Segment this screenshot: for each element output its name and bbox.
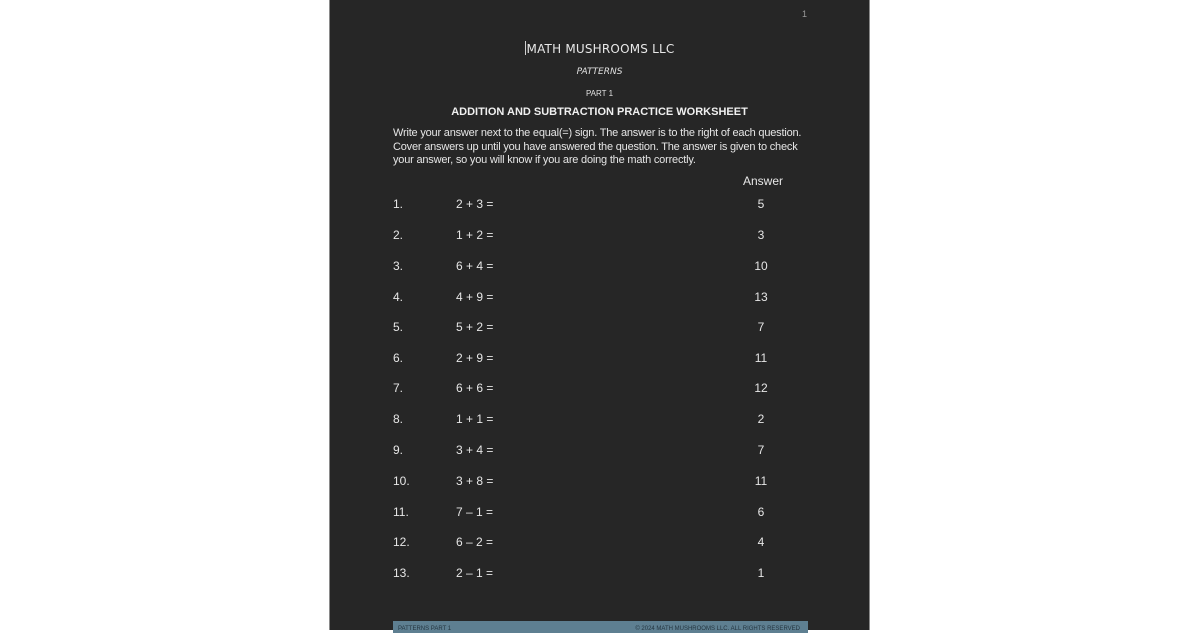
problem-question: 6 + 6 = bbox=[456, 381, 494, 395]
text-cursor bbox=[525, 41, 526, 55]
problem-answer: 11 bbox=[754, 351, 768, 365]
problem-question: 5 + 2 = bbox=[456, 320, 494, 334]
problem-row bbox=[330, 320, 869, 340]
problem-number: 6. bbox=[393, 351, 404, 365]
problem-row bbox=[330, 505, 869, 525]
instructions-paragraph: Write your answer next to the equal(=) sign. The answer is to the right of each question. Cover answers up until you have answered the question. The answer is given to check your answer, so you will know if you are doing the math correctly. bbox=[393, 127, 802, 166]
problem-question: 7 – 1 = bbox=[456, 505, 494, 519]
company-heading[interactable] bbox=[330, 41, 869, 56]
problem-number: 9. bbox=[393, 443, 404, 457]
problem-number: 12. bbox=[393, 535, 410, 549]
problem-number: 4. bbox=[393, 290, 404, 304]
problem-number: 7. bbox=[393, 381, 404, 395]
page-number: 1 bbox=[802, 9, 808, 19]
problem-number: 8. bbox=[393, 412, 404, 426]
problem-row bbox=[330, 290, 869, 310]
footer-copyright: © 2024 MATH MUSHROOMS LLC. ALL RIGHTS RESERVED bbox=[635, 626, 800, 632]
problem-answer: 7 bbox=[757, 320, 765, 334]
problem-row bbox=[330, 351, 869, 371]
page-footer bbox=[393, 621, 808, 633]
problem-number: 1. bbox=[393, 197, 404, 211]
problem-number: 2. bbox=[393, 228, 404, 242]
problem-question: 6 + 4 = bbox=[456, 259, 494, 273]
problem-answer: 2 bbox=[757, 412, 765, 426]
problem-answer: 11 bbox=[754, 474, 768, 488]
problem-answer: 7 bbox=[757, 443, 765, 457]
answer-column-header: Answer bbox=[743, 174, 784, 188]
problem-number: 11. bbox=[393, 505, 409, 519]
footer-left-text: PATTERNS PART 1 bbox=[398, 626, 452, 632]
problem-answer: 13 bbox=[754, 290, 768, 304]
problem-row bbox=[330, 443, 869, 463]
problem-answer: 3 bbox=[757, 228, 765, 242]
problem-number: 3. bbox=[393, 259, 404, 273]
problem-question: 1 + 2 = bbox=[456, 228, 494, 242]
company-name: MATH MUSHROOMS LLC bbox=[526, 42, 675, 56]
problem-row bbox=[330, 197, 869, 217]
problem-question: 3 + 4 = bbox=[456, 443, 494, 457]
problem-answer: 10 bbox=[754, 259, 768, 273]
problem-question: 4 + 9 = bbox=[456, 290, 494, 304]
problem-number: 13. bbox=[393, 566, 410, 580]
problem-number: 10. bbox=[393, 474, 410, 488]
problem-question: 2 – 1 = bbox=[456, 566, 494, 580]
problem-answer: 4 bbox=[757, 535, 765, 549]
problem-row bbox=[330, 259, 869, 279]
problem-row bbox=[330, 474, 869, 494]
document-page bbox=[329, 0, 870, 630]
problem-row bbox=[330, 535, 869, 555]
problem-row bbox=[330, 412, 869, 432]
problem-row bbox=[330, 228, 869, 248]
problem-row bbox=[330, 566, 869, 586]
document-part: PART 1 bbox=[585, 89, 614, 98]
problem-question: 2 + 9 = bbox=[456, 351, 494, 365]
problem-answer: 12 bbox=[754, 381, 768, 395]
problem-answer: 5 bbox=[757, 197, 765, 211]
problem-question: 3 + 8 = bbox=[456, 474, 494, 488]
problem-question: 2 + 3 = bbox=[456, 197, 494, 211]
problem-answer: 1 bbox=[757, 566, 765, 580]
problem-question: 6 – 2 = bbox=[456, 535, 494, 549]
problem-question: 1 + 1 = bbox=[456, 412, 494, 426]
problem-answer: 6 bbox=[757, 505, 765, 519]
document-subtitle: PATTERNS bbox=[576, 67, 623, 77]
worksheet-title: ADDITION AND SUBTRACTION PRACTICE WORKSHEET bbox=[451, 106, 748, 118]
problem-number: 5. bbox=[393, 320, 404, 334]
problem-row bbox=[330, 381, 869, 401]
